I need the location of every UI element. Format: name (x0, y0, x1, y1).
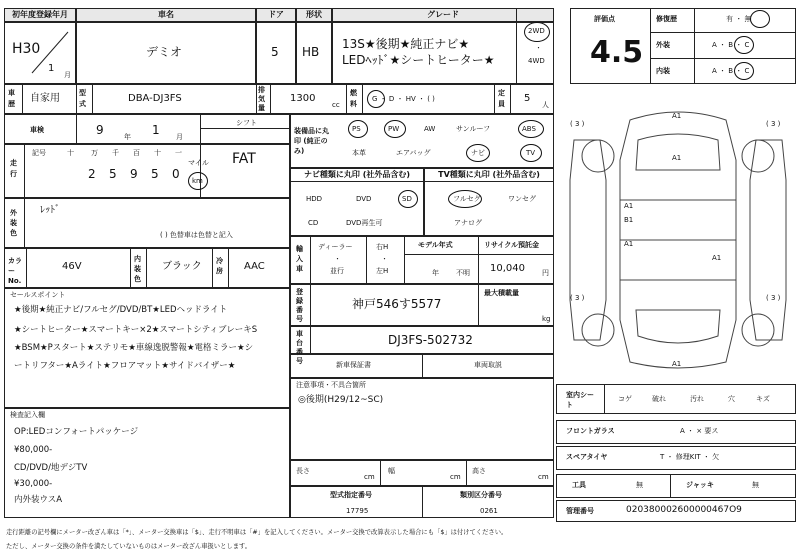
inspector-line: ¥30,000- (14, 479, 53, 489)
equip-pw: PW (388, 125, 400, 133)
symbol-label: 記号 (32, 149, 46, 157)
div (380, 460, 381, 486)
selling-line: ★シートヒーター★スマートキー×2★スマートシティブレーキS (14, 325, 258, 335)
equip-aw: AW (424, 125, 436, 133)
chassis-number: DJ3FS-502732 (388, 333, 473, 347)
div (346, 84, 347, 114)
reg-era: H30 (12, 41, 41, 57)
drive-2wd: 2WD (528, 27, 545, 35)
diag-dot: ( 3 ) (766, 294, 781, 302)
inspector-line: ¥80,000- (14, 445, 53, 455)
notes-label: 注意事項・不具合箇所 (296, 381, 366, 389)
first-reg-header: 初年度登録年月 (4, 8, 76, 22)
inspection-year: 9 (96, 123, 104, 137)
car-name-header: 車名 (76, 8, 256, 22)
selling-line: ★後期★純正ナビ/フルセグ/DVD/BT★LEDヘッドライト (14, 305, 228, 315)
div (478, 236, 479, 284)
recycle-value: 10,040 (490, 263, 525, 274)
warranty-label: 新車保証書 (336, 361, 371, 369)
grade-header: グレード (332, 8, 554, 22)
div (466, 460, 467, 486)
interior-b-circle (734, 62, 754, 80)
import-dealer: ディーラー (318, 243, 353, 251)
div (228, 248, 229, 288)
usage-label: 車歴 (8, 89, 15, 108)
div (256, 84, 257, 114)
div (422, 354, 423, 378)
div (366, 236, 367, 284)
score-value: 4.5 (590, 35, 644, 70)
equip-ps: PS (352, 125, 361, 133)
import-parallel: 並行 (330, 267, 344, 275)
registration-label: 登録番号 (296, 288, 303, 323)
diag-mark: A1 (672, 360, 682, 368)
mileage-label: 走行 (10, 159, 17, 178)
equipment-label: 装備品に丸印 (純正のみ) (294, 127, 329, 155)
unit-mile: マイル (188, 159, 209, 167)
mile-digit-label: 十 (67, 149, 74, 157)
class-label: 類別区分番号 (460, 491, 502, 499)
seat-item: 破れ (652, 395, 666, 403)
drive-sep: ・ (535, 44, 542, 52)
import-sep: ・ (381, 255, 388, 263)
inspection-year-unit: 年 (124, 133, 131, 141)
mile-digit-label: 十 (154, 149, 161, 157)
seat-item: 穴 (728, 395, 735, 403)
max-load-label: 最大積載量 (484, 289, 519, 297)
drive-4wd: 4WD (528, 57, 545, 65)
shape-value: HB (302, 45, 320, 59)
mile-digit: 2 (88, 167, 96, 181)
equip-leather: 本革 (352, 149, 366, 157)
div (650, 8, 651, 84)
displacement-value: 1300 (290, 93, 316, 104)
import-sep: ・ (334, 255, 341, 263)
div (146, 248, 147, 288)
inspector-label: 検査記入欄 (10, 411, 45, 419)
selling-label: セールスポイント (10, 291, 66, 299)
div (604, 384, 605, 414)
dim-length-cm: cm (364, 473, 375, 481)
inspection-month-unit: 月 (176, 133, 183, 141)
diag-mark: A1 (672, 112, 682, 120)
exterior-label: 外装色 (10, 209, 17, 237)
type-value: 17795 (346, 507, 369, 515)
div (650, 32, 796, 33)
windshield-label: フロントガラス (566, 427, 615, 435)
div (362, 84, 363, 114)
type-label: 型式指定番号 (330, 491, 372, 499)
interior-grades: A ・ B ・ C (712, 67, 750, 75)
div (404, 254, 554, 255)
notes-text: ◎後期(H29/12~SC) (298, 395, 384, 405)
navi-dvd-playback: DVD再生可 (346, 219, 383, 227)
score-label: 評価点 (594, 15, 615, 23)
shape-header: 形状 (296, 8, 332, 22)
div (24, 144, 25, 198)
exterior-note: ( ) 色替車は色替と記入 (160, 231, 233, 239)
model-year-label: モデル年式 (418, 241, 453, 249)
displacement-label: 排気量 (258, 86, 265, 112)
color-code-label: カラーNo. (8, 257, 22, 285)
footer-line1: 走行距離の記号欄にメーター改ざん車は「*」、メーター交換車は「$」、走行不明車は「#」を記入してください。メーター交換で改算表示した場合にも「$」は付けてください。 (6, 529, 508, 536)
jack-value: 無 (752, 481, 759, 489)
div (650, 58, 796, 59)
shift-value: FAT (232, 151, 256, 167)
doors-value: 5 (271, 45, 279, 59)
div (310, 284, 311, 326)
div (92, 84, 93, 114)
div (212, 248, 213, 288)
diag-mark: B1 (624, 216, 634, 224)
fuel-label: 燃料 (350, 89, 357, 108)
dim-length: 長さ (296, 467, 310, 475)
interior-color-label: 内装色 (134, 255, 141, 283)
selling-line: ★BSM★Pスタート★ステリモ★車線逸脱警報★電格ミラー★シ (14, 343, 254, 353)
mgmt-label: 管理番号 (566, 507, 594, 515)
interior-color-value: ブラック (162, 261, 202, 272)
seat-item: 汚れ (690, 395, 704, 403)
mile-digit-label: 万 (91, 149, 98, 157)
tools-value: 無 (636, 481, 643, 489)
color-code-value: 46V (62, 261, 82, 272)
div (26, 248, 27, 288)
diag-dot: ( 3 ) (766, 120, 781, 128)
mileage-row (4, 144, 290, 198)
import-label: 輸入車 (296, 245, 303, 273)
tools-row (556, 474, 796, 498)
doors-header: ドア (256, 8, 296, 22)
div (200, 128, 290, 129)
div (404, 236, 405, 284)
div (422, 486, 423, 518)
registration-number: 神戸546す5577 (352, 297, 442, 311)
recycle-yen: 円 (542, 269, 549, 277)
div (22, 84, 23, 114)
diag-dot: ( 3 ) (570, 294, 585, 302)
equip-abs: ABS (522, 125, 536, 133)
exterior-b-circle (734, 36, 754, 54)
tv-fullseg: フルセグ (453, 195, 481, 203)
div (76, 114, 77, 144)
chassis-label: 車台番号 (296, 330, 303, 365)
diag-mark: A1 (624, 202, 634, 210)
diag-mark: A1 (672, 154, 682, 162)
div (670, 474, 671, 498)
mile-digit: 0 (172, 167, 180, 181)
diag-mark: A1 (712, 254, 722, 262)
grade-drive-divider (516, 8, 517, 84)
spare-options: T ・ 修理KIT ・ 欠 (660, 453, 720, 461)
inspector-line: OP:LEDコンフォートパッケージ (14, 427, 139, 437)
equip-navi: ナビ (471, 149, 485, 157)
tv-oneseg: ワンセグ (508, 195, 536, 203)
repair-options: 有 ・ 無 (726, 15, 752, 23)
dims-row (290, 460, 554, 486)
grade-line2: LEDﾍｯﾄﾞ★シートヒーター★ (342, 53, 495, 67)
manual-label: 車両取説 (474, 361, 502, 369)
exterior-score-label: 外装 (656, 41, 670, 49)
navi-cd: CD (308, 219, 319, 227)
class-value: 0261 (480, 507, 498, 515)
div (310, 236, 311, 284)
inspector-line: CD/DVD/地デジTV (14, 463, 88, 473)
equip-sunroof: サンルーフ (456, 125, 491, 133)
recycle-label: リサイクル預託金 (484, 241, 540, 249)
selling-line: ートリフター★Aライト★フロアマット★サイドバイザー★ (14, 361, 236, 371)
div (24, 198, 25, 248)
reg-month-unit: 月 (64, 71, 71, 79)
inspector-line: 内外装ウスA (14, 495, 63, 505)
navi-sd: SD (402, 195, 412, 203)
car-diagram (560, 100, 796, 380)
model-value: DBA-DJ3FS (128, 93, 182, 104)
mile-digit-label: 百 (133, 149, 140, 157)
model-year-unit: 年 (432, 269, 439, 277)
diag-dot: ( 3 ) (570, 120, 585, 128)
tools-label: 工具 (572, 481, 586, 489)
equip-tv: TV (526, 149, 536, 157)
seat-label: 室内シート (566, 391, 594, 409)
exterior-color: ﾚｯﾄﾞ (40, 205, 60, 216)
tv-analog: アナログ (454, 219, 482, 227)
model-label: 型式 (79, 89, 86, 108)
notes-block (290, 378, 554, 460)
div (130, 248, 131, 288)
mile-digit-label: 千 (112, 149, 119, 157)
mile-digit: 5 (109, 167, 117, 181)
div (694, 8, 695, 84)
mile-digit: 9 (130, 167, 138, 181)
capacity-value: 5 (524, 93, 531, 104)
shift-label: シフト (236, 119, 257, 127)
diag-mark: A1 (624, 240, 634, 248)
fuel-options: G ・ D ・ HV ・ ( ) (372, 95, 435, 103)
grade-line1: 13S★後期★純正ナビ★ (342, 37, 470, 51)
cc-unit: cc (332, 101, 340, 109)
div (310, 326, 311, 354)
mile-digit-label: 一 (175, 149, 182, 157)
mgmt-value: 020380002600000467O9 (626, 505, 742, 515)
div (76, 84, 77, 114)
ac-label: 冷房 (216, 257, 223, 275)
tv-title: TV種類に丸印 (社外品含む) (424, 168, 554, 182)
footer-line2: ただし、メーター交換の条件を満たしていないものはメーター改ざん車扱いとします。 (6, 543, 252, 550)
navi-hdd: HDD (306, 195, 323, 203)
max-load-kg: kg (542, 315, 551, 323)
seat-item: キズ (756, 395, 770, 403)
capacity-label: 定員 (498, 89, 505, 108)
div (270, 84, 271, 114)
unit-km: km (192, 177, 203, 185)
navi-dvd: DVD (356, 195, 372, 203)
equip-airbag: エアバッグ (396, 149, 431, 157)
div (478, 284, 479, 326)
ac-value: AAC (244, 261, 265, 272)
dim-width-cm: cm (450, 473, 461, 481)
navi-title: ナビ種類に丸印 (社外品含む) (290, 168, 424, 182)
repair-none-circle (750, 10, 770, 28)
interior-score-label: 内装 (656, 67, 670, 75)
windshield-options: A ・ × 要ス (680, 427, 719, 435)
seat-item: コゲ (618, 395, 632, 403)
dim-height-cm: cm (538, 473, 549, 481)
inspection-month: 1 (152, 123, 160, 137)
jack-label: ジャッキ (686, 481, 714, 489)
person-unit: 人 (542, 101, 549, 109)
repair-label: 修復歴 (656, 15, 677, 23)
inspection-label: 車検 (30, 126, 44, 134)
div (510, 84, 511, 114)
div (494, 84, 495, 114)
car-name: デミオ (146, 45, 183, 59)
exterior-grades: A ・ B ・ C (712, 41, 750, 49)
usage-value: 自家用 (30, 93, 60, 104)
import-right: 右H (376, 243, 389, 251)
mile-digit: 5 (151, 167, 159, 181)
model-year-unknown: 不明 (456, 269, 470, 277)
reg-month: 1 (48, 63, 55, 74)
import-left: 左H (376, 267, 389, 275)
spare-label: スペアタイヤ (566, 453, 608, 461)
dim-width: 幅 (388, 467, 395, 475)
dim-height: 高さ (472, 467, 486, 475)
